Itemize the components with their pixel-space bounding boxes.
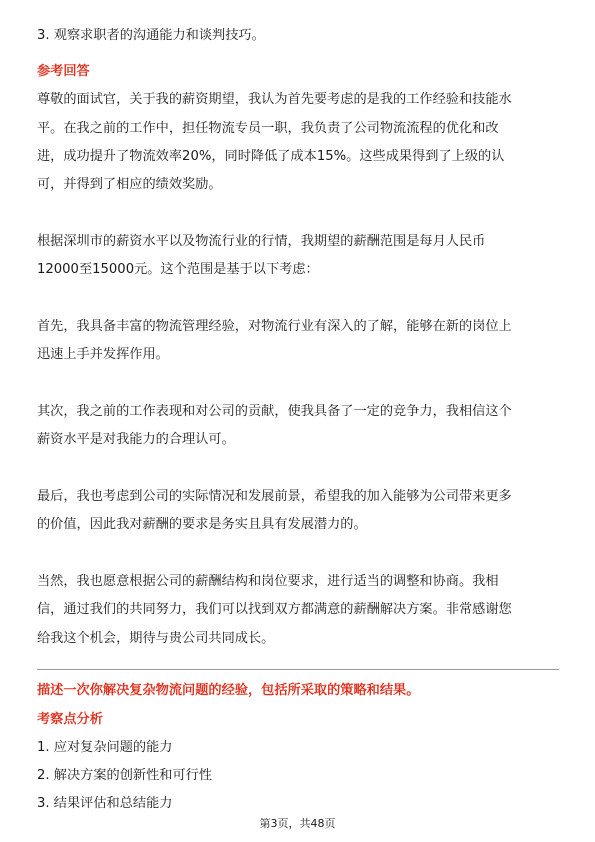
reference-answer-heading: 参考回答 [37,64,90,79]
analysis-point-2: 2. 解决方案的创新性和可行性 [37,768,213,783]
answer-line: 进，成功提升了物流效率20%，同时降低了成本15%。这些成果得到了上级的认 [37,149,505,164]
question-heading: 描述一次你解决复杂物流问题的经验，包括所采取的策略和结果。 [37,683,420,698]
analysis-point-3: 3. 观察求职者的沟通能力和谈判技巧。 [37,28,265,43]
answer-line: 的价值，因此我对薪酬的要求是务实且具有发展潜力的。 [37,517,367,532]
answer-line: 迅速上手并发挥作用。 [37,347,169,362]
answer-line: 根据深圳市的薪资水平以及物流行业的行情，我期望的薪酬范围是每月人民币 [37,234,486,249]
answer-line: 可，并得到了相应的绩效奖励。 [37,177,222,192]
answer-line: 其次，我之前的工作表现和对公司的贡献，使我具备了一定的竞争力，我相信这个 [37,404,512,419]
analysis-point-1: 1. 应对复杂问题的能力 [37,740,173,755]
section-divider [37,669,559,670]
answer-line: 12000至15000元。这个范围是基于以下考虑： [37,262,319,277]
analysis-heading: 考察点分析 [37,712,103,727]
answer-line: 给我这个机会，期待与贵公司共同成长。 [37,631,275,646]
analysis-point-3: 3. 结果评估和总结能力 [37,796,173,811]
answer-line: 当然，我也愿意根据公司的薪酬结构和岗位要求，进行适当的调整和协商。我相 [37,574,499,589]
page-number: 第3页，共48页 [259,817,336,830]
answer-line: 尊敬的面试官，关于我的薪资期望，我认为首先要考虑的是我的工作经验和技能水 [37,92,512,107]
answer-line: 信，通过我们的共同努力，我们可以找到双方都满意的薪酬解决方案。非常感谢您 [37,602,512,617]
answer-line: 平。在我之前的工作中，担任物流专员一职，我负责了公司物流流程的优化和改 [37,121,499,136]
answer-line: 薪资水平是对我能力的合理认可。 [37,432,235,447]
answer-line: 首先，我具备丰富的物流管理经验，对物流行业有深入的了解，能够在新的岗位上 [37,319,512,334]
answer-line: 最后，我也考虑到公司的实际情况和发展前景，希望我的加入能够为公司带来更多 [37,489,512,504]
